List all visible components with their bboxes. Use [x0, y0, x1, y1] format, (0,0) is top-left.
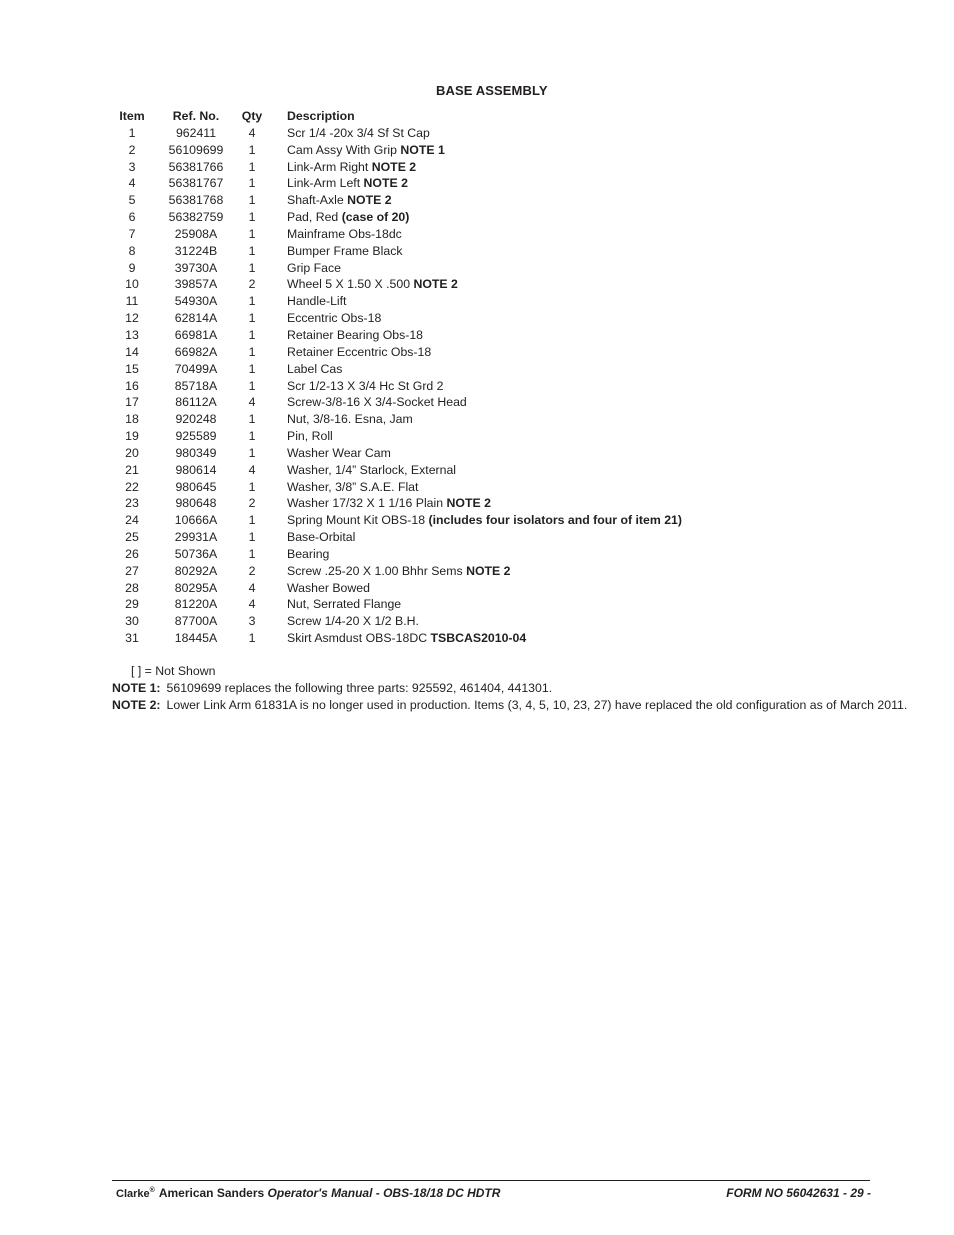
description-note: NOTE 2 — [363, 176, 408, 191]
item-number: 29 — [125, 597, 139, 612]
description-text: Link-Arm Right — [287, 159, 372, 174]
quantity: 1 — [248, 344, 256, 359]
ref-number: 980349 — [175, 445, 217, 460]
description-text: Shaft-Axle — [287, 193, 348, 208]
description-note: NOTE 2 — [413, 277, 458, 292]
ref-number: 25908A — [174, 226, 218, 241]
description — [287, 243, 403, 260]
description-text: Washer, 1/4” Starlock, External — [287, 462, 457, 477]
description — [287, 445, 391, 462]
item-number: 14 — [125, 344, 139, 359]
ref-number: 980648 — [175, 496, 217, 511]
item-number: 16 — [125, 378, 139, 393]
description-text: Wheel 5 X 1.50 X .500 — [287, 277, 414, 292]
description — [287, 276, 458, 293]
ref-number: 85718A — [174, 378, 218, 393]
quantity: 1 — [248, 243, 256, 258]
item-number: 25 — [125, 530, 139, 545]
description-text: Screw-3/8-16 X 3/4-Socket Head — [287, 395, 467, 410]
footer-brand: Clarke — [116, 1188, 150, 1200]
item-number: 10 — [125, 277, 139, 292]
item-number: 30 — [125, 614, 139, 629]
item-number: 28 — [125, 580, 139, 595]
description-text: Skirt Asmdust OBS-18DC — [287, 631, 431, 646]
description-note: (includes four isolators and four of item 21) — [428, 513, 682, 528]
ref-number: 62814A — [174, 311, 218, 326]
ref-number: 925589 — [175, 429, 217, 444]
ref-number: 56381767 — [168, 176, 224, 191]
ref-number: 54930A — [174, 294, 218, 309]
item-number: 5 — [128, 193, 136, 208]
ref-number: 56109699 — [168, 142, 224, 157]
description — [287, 630, 526, 647]
item-number: 31 — [125, 631, 139, 646]
item-number: 13 — [125, 327, 139, 342]
description — [287, 546, 329, 563]
quantity: 4 — [248, 395, 256, 410]
note-1-text: 56109699 replaces the following three parts: 925592, 461404, 441301. — [166, 681, 553, 695]
description-note: NOTE 2 — [466, 563, 511, 578]
registered-mark: ® — [149, 1187, 155, 1194]
quantity: 2 — [248, 496, 256, 511]
footer-left — [116, 1186, 500, 1200]
ref-number: 10666A — [174, 513, 218, 528]
description-text: Label Cas — [287, 361, 343, 376]
item-number: 1 — [128, 125, 136, 140]
description — [287, 310, 381, 327]
description — [287, 394, 467, 411]
description — [287, 142, 445, 159]
header-item: Item — [119, 109, 145, 123]
description — [287, 378, 444, 395]
quantity: 1 — [248, 260, 256, 275]
ref-number: 962411 — [175, 125, 217, 140]
ref-number: 29931A — [174, 530, 218, 545]
description — [287, 596, 401, 613]
item-number: 3 — [128, 159, 136, 174]
description-text: Washer, 3/8” S.A.E. Flat — [287, 479, 419, 494]
description — [287, 512, 682, 529]
ref-number: 87700A — [174, 614, 218, 629]
description — [287, 175, 408, 192]
description-text: Scr 1/2-13 X 3/4 Hc St Grd 2 — [287, 378, 444, 393]
ref-number: 56381766 — [168, 159, 224, 174]
footer-rule — [112, 1180, 870, 1181]
description-text: Grip Face — [287, 260, 341, 275]
item-number: 17 — [125, 395, 139, 410]
description-note: (case of 20) — [341, 210, 410, 225]
ref-number: 66982A — [174, 344, 218, 359]
quantity: 1 — [248, 530, 256, 545]
description-note: NOTE 2 — [371, 159, 417, 174]
header-ref-no: Ref. No. — [172, 109, 220, 123]
description-text: Link-Arm Left — [287, 176, 364, 191]
description — [287, 563, 511, 580]
description-text: Retainer Bearing Obs-18 — [287, 327, 424, 342]
ref-number: 80292A — [174, 563, 218, 578]
description-text: Retainer Eccentric Obs-18 — [287, 344, 432, 359]
quantity: 1 — [248, 479, 256, 494]
description — [287, 293, 346, 310]
ref-number: 66981A — [174, 327, 218, 342]
quantity: 4 — [248, 597, 256, 612]
item-number: 18 — [125, 412, 139, 427]
ref-number: 56382759 — [168, 210, 224, 225]
description — [287, 125, 430, 142]
description-text: Scr 1/4 -20x 3/4 Sf St Cap — [287, 125, 430, 140]
description-text: Washer Wear Cam — [287, 445, 391, 460]
ref-number: 50736A — [174, 546, 218, 561]
note-2-text: Lower Link Arm 61831A is no longer used in production. Items (3, 4, 5, 10, 23, 27) have replaced the old configuration as of March 2011. — [166, 698, 908, 712]
ref-number: 980645 — [175, 479, 217, 494]
description — [287, 580, 370, 597]
not-shown-legend: [ ] = Not Shown — [131, 664, 216, 678]
description-text: Pin, Roll — [287, 429, 333, 444]
description-text: Screw 1/4-20 X 1/2 B.H. — [287, 614, 419, 629]
description — [287, 411, 413, 428]
item-number: 4 — [128, 176, 136, 191]
description-note: NOTE 2 — [446, 496, 491, 511]
item-number: 23 — [125, 496, 139, 511]
description-text: Base-Orbital — [287, 530, 356, 545]
footer-form-number: FORM NO 56042631 - 29 - — [726, 1186, 871, 1200]
quantity: 4 — [248, 125, 256, 140]
description-note: TSBCAS2010-04 — [430, 631, 527, 646]
header-description: Description — [287, 109, 355, 123]
ref-number: 81220A — [174, 597, 218, 612]
ref-number: 18445A — [174, 631, 218, 646]
description — [287, 361, 342, 378]
description-text: Bearing — [287, 546, 330, 561]
description — [287, 495, 491, 512]
description-text: Eccentric Obs-18 — [287, 311, 382, 326]
footer-company: American Sanders — [158, 1186, 268, 1200]
quantity: 1 — [248, 176, 256, 191]
note-2-label: NOTE 2: — [112, 698, 161, 712]
description — [287, 479, 418, 496]
item-number: 27 — [125, 563, 139, 578]
quantity: 2 — [248, 277, 256, 292]
item-number: 7 — [128, 226, 136, 241]
quantity: 1 — [248, 159, 256, 174]
item-number: 20 — [125, 445, 139, 460]
quantity: 4 — [248, 462, 256, 477]
ref-number: 86112A — [175, 395, 217, 410]
ref-number: 56381768 — [168, 193, 224, 208]
description-text: Bumper Frame Black — [287, 243, 403, 258]
quantity: 2 — [248, 563, 256, 578]
quantity: 1 — [248, 445, 256, 460]
description — [287, 613, 419, 630]
item-number: 2 — [128, 142, 136, 157]
description — [287, 344, 431, 361]
description — [287, 209, 409, 226]
ref-number: 39857A — [174, 277, 218, 292]
note-2 — [112, 698, 907, 712]
description-text: Screw .25-20 X 1.00 Bhhr Sems — [287, 563, 467, 578]
item-number: 11 — [125, 294, 139, 309]
description-text: Nut, Serrated Flange — [287, 597, 402, 612]
description-text: Washer 17/32 X 1 1/16 Plain — [287, 496, 447, 511]
header-qty: Qty — [241, 109, 263, 123]
description-text: Pad, Red — [287, 210, 342, 225]
description-note: NOTE 1 — [400, 142, 445, 157]
item-number: 24 — [125, 513, 139, 528]
ref-number: 31224B — [174, 243, 218, 258]
quantity: 3 — [248, 614, 256, 629]
description — [287, 428, 333, 445]
quantity: 1 — [248, 311, 256, 326]
item-number: 6 — [128, 210, 136, 225]
item-number: 19 — [125, 429, 139, 444]
description — [287, 260, 341, 277]
item-number: 12 — [125, 311, 139, 326]
description-text: Washer Bowed — [287, 580, 370, 595]
item-number: 8 — [128, 243, 136, 258]
quantity: 1 — [248, 378, 256, 393]
item-number: 21 — [125, 462, 139, 477]
quantity: 1 — [248, 631, 256, 646]
ref-number: 70499A — [174, 361, 218, 376]
description-text: Cam Assy With Grip — [287, 142, 401, 157]
description — [287, 159, 416, 176]
quantity: 4 — [248, 580, 256, 595]
page-title: BASE ASSEMBLY — [436, 83, 548, 98]
ref-number: 980614 — [175, 462, 217, 477]
ref-number: 80295A — [174, 580, 218, 595]
quantity: 1 — [248, 226, 256, 241]
item-number: 15 — [125, 361, 139, 376]
item-number: 9 — [128, 260, 136, 275]
description — [287, 462, 456, 479]
description — [287, 529, 355, 546]
quantity: 1 — [248, 361, 256, 376]
quantity: 1 — [248, 327, 256, 342]
quantity: 1 — [248, 546, 256, 561]
description — [287, 327, 423, 344]
description — [287, 192, 392, 209]
note-1-label: NOTE 1: — [112, 681, 161, 695]
item-number: 22 — [125, 479, 139, 494]
note-1 — [112, 681, 552, 695]
description-note: NOTE 2 — [347, 193, 392, 208]
description-text: Handle-Lift — [287, 294, 347, 309]
quantity: 1 — [248, 429, 256, 444]
description-text: Spring Mount Kit OBS-18 — [287, 513, 429, 528]
quantity: 1 — [248, 412, 256, 427]
description — [287, 226, 402, 243]
description-text: Mainframe Obs-18dc — [287, 226, 402, 241]
footer-manual-title: Operator's Manual - OBS-18/18 DC HDTR — [267, 1186, 501, 1200]
item-number: 26 — [125, 546, 139, 561]
quantity: 1 — [248, 210, 256, 225]
ref-number: 39730A — [174, 260, 218, 275]
ref-number: 920248 — [175, 412, 217, 427]
quantity: 1 — [248, 142, 256, 157]
description-text: Nut, 3/8-16. Esna, Jam — [287, 412, 413, 427]
quantity: 1 — [248, 294, 256, 309]
quantity: 1 — [248, 513, 256, 528]
quantity: 1 — [248, 193, 256, 208]
